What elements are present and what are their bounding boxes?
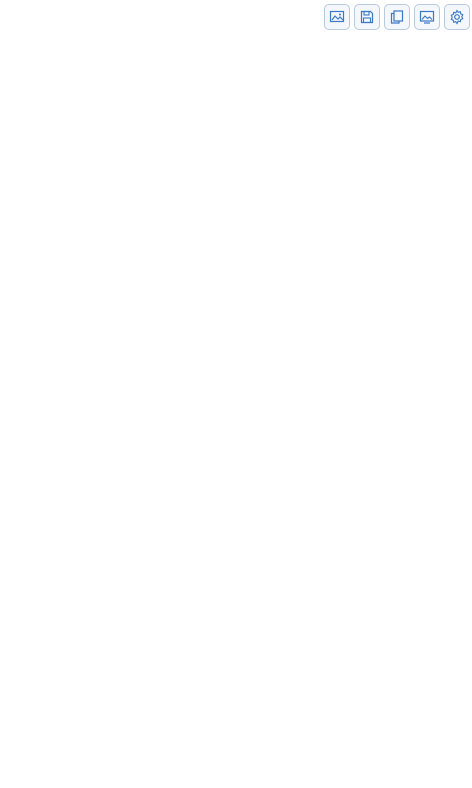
copy-button[interactable] bbox=[384, 4, 410, 30]
image-edit-button[interactable] bbox=[324, 4, 350, 30]
save-icon bbox=[359, 9, 375, 25]
settings-button[interactable] bbox=[444, 4, 470, 30]
image-edit-icon bbox=[329, 9, 345, 25]
image-toolbar bbox=[324, 4, 470, 30]
toolbar-gap bbox=[0, 0, 472, 44]
gear-icon bbox=[449, 9, 465, 25]
image-view-button[interactable] bbox=[414, 4, 440, 30]
save-button[interactable] bbox=[354, 4, 380, 30]
copy-icon bbox=[389, 9, 405, 25]
image-icon bbox=[419, 9, 435, 25]
